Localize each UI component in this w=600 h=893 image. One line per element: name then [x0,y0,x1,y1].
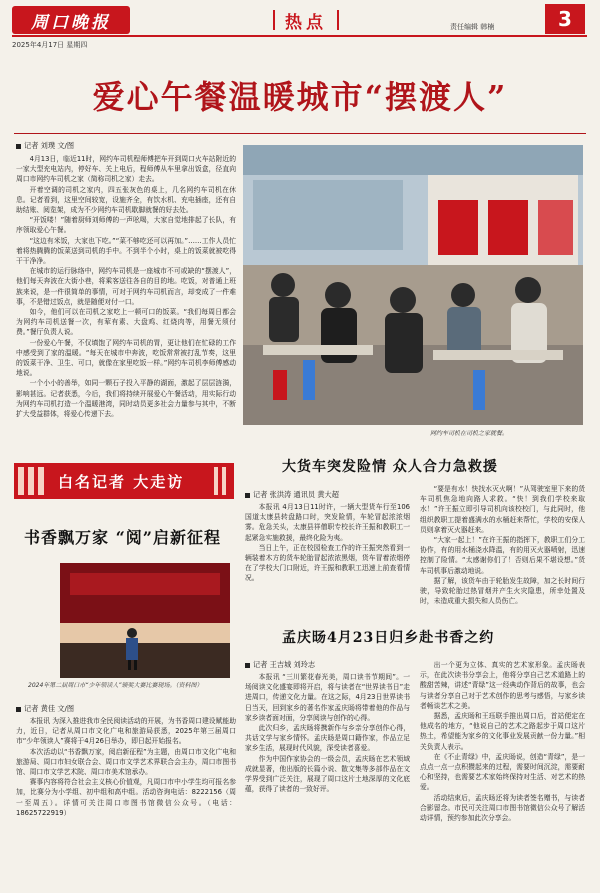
book-paragraph: 本报讯 为深入推进我市全民阅读活动的开展，为书香周口建设赋能助力，近日，记者从周口市文化广电和旅游局获悉，2025年第三届周口市“少年领读人”赛将于4月26日举办，即日起开始报名。 [16,717,236,746]
meng-paragraph: 此次归乡，孟庆旸将携新作与乡亲分享创作心得，共话文学与家乡情怀。孟庆旸是周口籍作家，作品立足家乡生活，展现时代风貌，深受读者喜爱。 [245,724,410,753]
header-rule [12,35,587,37]
section-title: 热点 [285,12,327,33]
page-number: 3 [545,4,585,34]
meng-story-body-left [245,672,410,886]
meng-paragraph: 据悉，孟庆旸和王珏联手推出周口后，首站便定在他成名的地方，“他说自己的艺术之路起步于周口这片热土，希望能为家乡的文化事业发展贡献一份力量。”相关负责人表示。 [420,712,585,751]
main-paragraph: 如今，他们可以在司机之家吃上一顿可口的饭菜。“我们每周日都会为网约车司机送餐一次，有荤有素、大盘鸡、红烧肉等，用餐无须付费。”餐厅负责人说。 [16,308,236,337]
meng-paragraph: 活动结束后，孟庆旸还将为读者签名赠书，与读者合影留念。市民可关注周口市图书馆微信公众号了解活动详情，预约参加此次分享会。 [420,793,585,823]
truck-byline-text: 记者 张洪涛 通讯员 黄大超 [253,490,339,499]
meng-paragraph: 作为中国作家协会的一级会员，孟庆旸在艺术领域成就显著，他出版的长篇小说、散文集等多部作品在文学界受到广泛关注，展现了周口这片土地深厚的文化底蕴，获得了读者的一致好评。 [245,754,410,794]
meng-paragraph: 在《不止青绿》中，孟庆旸说，创造“青绿”，是一点点一点一点积攒起来的过程，需要时间沉淀，需要耐心和坚持，也需要艺术家始终保持对生活、对艺术的热爱。 [420,752,585,792]
byline-square-icon [16,707,21,712]
book-photo-caption: 2024年第二届周口市“少年领读人”颁奖大赛比赛现场。（资料图） [28,682,203,689]
meng-paragraph: 出一个更为立体、真实的艺术家形象。孟庆旸表示，在此次读书分享会上，他将分享自己艺术道路上的酸甜苦辣，讲述“青绿”这一经典动作背后的故事，也会与读者分享自己对于艺术创作的思考与感悟，与家乡读者畅谈艺术之美。 [420,661,585,710]
book-byline-text: 记者 黄佳 文/图 [24,704,75,713]
responsible-editor: 责任编辑 韩楠 [450,23,495,31]
reporter-walk-banner [14,463,234,499]
book-photo-illustration [60,563,230,678]
main-byline-text: 记者 刘璞 文/图 [24,141,75,150]
main-paragraph: 开着空调的司机之家内，四五张灰色的桌上，几名网约车司机在休息。记者看到，这里空间较宽，设施齐全，有饮水机、充电插座，还有自助结账、阅览架，成为不少网约车司机歇脚就餐的好去处。 [16,185,236,215]
meng-byline [245,660,315,670]
main-headline: 爱心午餐温暖城市“摆渡人” [92,78,508,116]
truck-paragraph: 据了解，该货车由于轮胎发生故障，加之长时间行驶，导致轮胎过热冒烟并产生火灾隐患，所幸处置及时，未造成重大损失和人员伤亡。 [420,576,585,606]
main-paragraph: “开饭喽！”随着厨师刘师傅的一声吆喝，大家自觉地排起了长队，有序领取爱心午餐。 [16,216,236,235]
main-paragraph: 在城市的运行脉络中，网约车司机是一座城市不可或缺的“摆渡人”，他们每天奔波在大街小巷，将乘客送往各自的目的地。吃饭，对普通上班族来说，是一件很简单的事情，可对于网约车司机而言，却变成了一件难事，不是错过饭点，就是随便对付一口。 [16,267,236,306]
book-paragraph: 赛事内容将符合社会主义核心价值观，凡周口市中小学生均可报名参加，比赛分为小学组、初中组和高中组。活动咨询电话：8222156（周一至周五）。详情可关注周口市图书馆微信公众号。（电话：18625722919） [16,778,236,817]
meng-headline: 孟庆旸4月23日归乡赴书香之约 [282,630,495,646]
main-paragraph: “这边有米饭，大家也下吃。”“菜不够吃还可以再加。”……工作人员忙着将热腾腾的饭菜送到司机的手中。不到半个小时，桌上的饭菜就被吃得干干净净。 [16,236,236,266]
drivers-dining-photo [243,145,583,425]
truck-paragraph: “大家一起上！”在许王振的指挥下，教职工们分工协作，有的用水桶浇水降温，有的用灭火器喷射，迅速控制了险情。“太感谢你们了！否则后果不堪设想。”货车司机事后激动地说。 [420,536,585,575]
book-headline: 书香飘万家 “阅”启新征程 [24,528,221,547]
byline-square-icon [16,144,21,149]
dining-photo-illustration [243,145,583,425]
truck-paragraph: 本报讯 4月13日11时许，一辆大型货车行至106国道太康县转盘路口时，突发险情，车轮冒起浓浓烟雾。危急关头，太康县祥僧职专校长许王振和教职工一起紧急实施救援，最终化险为夷。 [245,503,410,542]
main-paragraph: 4月13日，临近11时，网约车司机程师傅把车开到周口火车站附近的一家大型充电站内，停好车、关上电后，程师傅从车里拿出饭盒，径直向周口市网约车司机之家（简称司机之家）走去。 [16,155,236,184]
main-byline [16,141,74,151]
headline-rule [14,133,586,134]
byline-square-icon [245,663,250,668]
truck-paragraph: “要是有水！快找水灭火啊！”从驾驶室里下来的货车司机焦急地向路人求救。“快！到我们学校来取水！”许王振立即引导司机向该校校门，与此同时，他组织教职工提着盛满水的水桶赶来帮忙，学校的安保人员则拿着灭火器赶来。 [420,485,585,534]
main-paragraph: 一份爱心午餐，不仅填饱了网约车司机的胃，更让他们在忙碌的工作中感受到了家的温暖。“每天在城市中奔波，吃饭常常被打乱节奏，这里的饭菜干净、卫生、可口，就像在家里吃饭一样。”网约车司机李师傅感动地说。 [16,338,236,378]
section-bar-left [273,10,275,30]
section-bar-right [337,10,339,30]
byline-square-icon [245,493,250,498]
meng-story-body-right [420,660,585,886]
main-paragraph: 一个小小的善举，如同一颗石子投入平静的湖面，激起了层层涟漪，影响甚远。记者获悉，今后，我们将持续开展爱心午餐活动，用实际行动为网约车司机打造一个温暖港湾，同时动员更多社会力量参与其中，不断扩大受益群体，将爱心传递下去。 [16,379,236,419]
masthead-logo: 周口晚报 [12,6,130,34]
meng-paragraph: 本报讯 “三川繁花春光美，周口读书节期间”。一场阅读文化盛宴即将开启，将与读者在“世界读书日”走进周口，传递文化力量。在这之际，4月23日世界读书日当天，回到家乡的著名作家孟庆旸将带着他的作品与家乡读者面对面，分享阅读与创作的心得。 [245,673,410,722]
book-story-body [16,716,236,886]
truck-story-body-right [420,484,585,620]
book-paragraph: 本次活动以“书香飘万家，阅启新征程”为主题，由周口市文化广电和旅游局、周口市妇女联合会、周口市文学艺术界联合会主办，周口市图书馆、周口市文学艺术院、周口市美术馆承办。 [16,747,236,777]
truck-story-body-left [245,502,410,620]
walk-banner-text: 白名记者 大走访 [58,473,185,491]
book-byline [16,704,74,714]
truck-byline [245,490,339,500]
truck-paragraph: 当日上午，正在校园检查工作的许王振突然看到一辆装着木方的货车轮胎冒起浓浓黑烟，货车冒着浓烟停在了学校大门口附近，许王振和教职工迅速上前查看情况。 [245,543,410,583]
book-event-photo [60,563,230,678]
main-story-body [16,154,236,456]
issue-date: 2025年4月17日 星期四 [12,41,88,49]
truck-headline: 大货车突发险情 众人合力急救援 [282,459,498,475]
page-header [0,0,600,62]
meng-byline-text: 记者 王吉城 刘玲志 [253,660,316,669]
section-label-wrap [246,6,366,34]
main-photo-caption: 网约车司机在司机之家就餐。 [430,430,509,437]
